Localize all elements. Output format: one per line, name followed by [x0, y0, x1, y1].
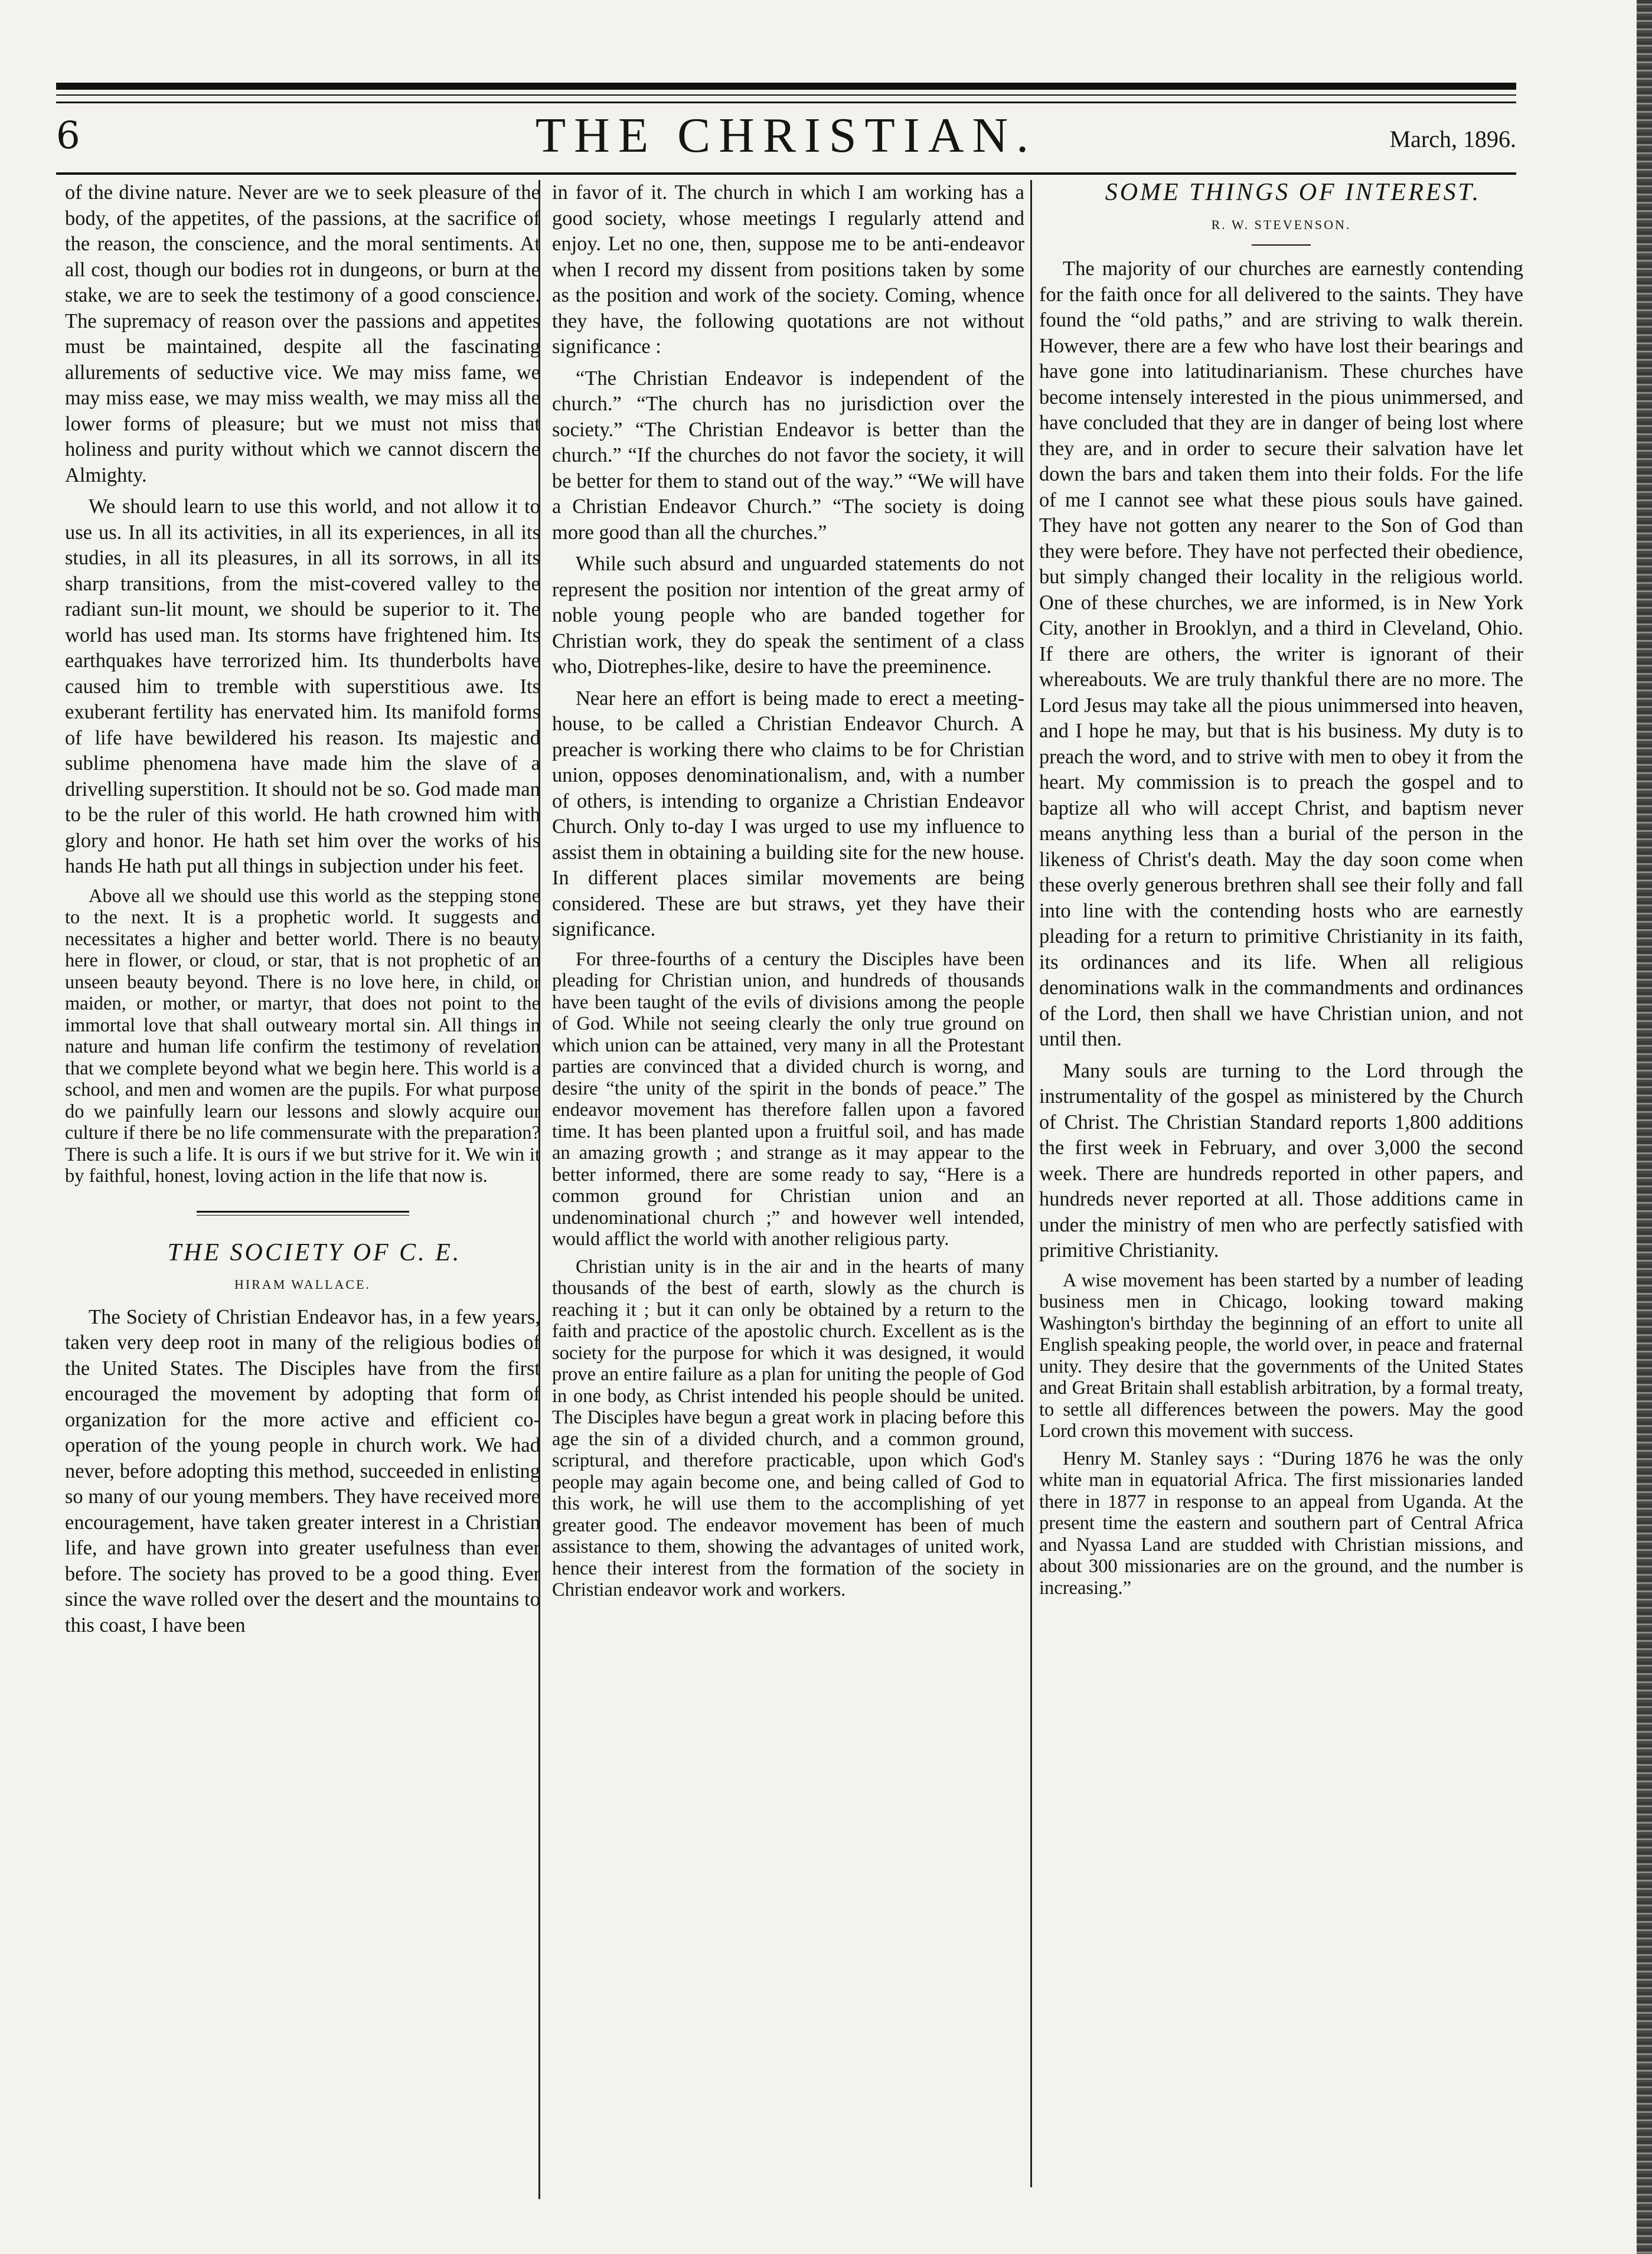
article-byline: HIRAM WALLACE.	[234, 1277, 371, 1292]
masthead	[56, 109, 1516, 171]
article-paragraph: While such absurd and unguarded statements do not represent the position nor intention of the great army of noble young people who are banded together for Christian work, they do speak the sentiment of a class who, Diotrephes-like, desire to have the preeminence.	[552, 553, 1024, 678]
article-byline: R. W. STEVENSON.	[1211, 217, 1351, 232]
article-paragraph: For three-fourths of a century the Disciples have been pleading for Christian union, and hundreds of thousands have been taught of the evils of divisions among the people of God. While not seeing clearly the only true ground on which union can be attained, very many in all the Protestant parties are convinced that a divided church is worng, and desire “the unity of the spirit in the bonds of peace.” The endeavor movement has therefore fallen upon a favored time. It has been planted upon a fruitful soil, and has made an amazing growth ; and strange as it may appear to the better informed, there are some ready to say, “Here is a common ground for Christian union and an undenominational church ;” and however well intended, would afflict the world with another religious party.	[552, 948, 1024, 1250]
column-2	[552, 180, 1024, 1607]
article-paragraph: A wise movement has been started by a number of leading business men in Chicago, looking toward making Washington's birthday the beginning of an effort to unite all English speaking people, the world over, in peace and fraternal unity. They desire that the governments of the United States and Great Britain shall establish arbitration, by a formal treaty, to settle all differences between the powers. May the good Lord crown this movement with success.	[1039, 1269, 1523, 1442]
newspaper-title: THE CHRISTIAN.	[535, 108, 1037, 163]
article-paragraph: Above all we should use this world as the stepping stone to the next. It is a prophetic world. It suggests and necessitates a higher and better world. There is no beauty here in flower, or cloud, or star, that is not prophetic of an unseen beauty beyond. There is no love here, in child, or maiden, or mother, or martyr, that does not point to the immortal love that shall outweary mortal sin. All things in nature and human life confirm the testimony of revelation that we complete beyond what we begin here. This world is a school, and men and women are the pupils. For what purpose do we painfully learn our lessons and slowly acquire our culture if there be no life commensurate with the preparation? There is such a life. It is ours if we but strive for it. We win it by faithful, honest, loving action in the life that now is.	[65, 885, 540, 1187]
masthead-thin-rule	[56, 102, 1516, 103]
article-paragraph: of the divine nature. Never are we to seek pleasure of the body, of the appetites, of the passions, at the sacrifice of the reason, the conscience, and the moral sentiments. At all cost, though our bodies rot in dungeons, or burn at the stake, we are to seek the testimony of a good conscience. The supremacy of reason over the passions and appetites must be maintained, despite all the fascinating allurements of seductive vice. We may miss fame, we may miss ease, we may miss wealth, we may miss all the lower forms of pleasure; but we must not miss that holiness and purity without which we cannot discern the Almighty.	[65, 181, 540, 486]
issue-date: March, 1896.	[1389, 126, 1516, 152]
article-paragraph: in favor of it. The church in which I am working has a good society, whose meetings I regularly attend and enjoy. Let no one, then, suppose me to be anti-endeavor when I record my dissent from positions taken by some as the position and work of the society. Coming, whence they have, the following quotations are not without significance :	[552, 181, 1024, 358]
article-separator	[197, 1211, 409, 1216]
article-heading: SOME THINGS OF INTEREST.	[1105, 179, 1481, 206]
article-paragraph: We should learn to use this world, and not allow it to use us. In all its activities, in all its experiences, in all its studies, in all its pleasures, in all its sorrows, in all its sharp transitions, from the mist-covered valley to the radiant sun-lit mount, we should be superior to it. The world has used man. Its storms have frightened him. Its earthquakes have terrorized him. Its thunderbolts have caused him to tremble with superstitious awe. Its exuberant fertility has enervated him. Its manifold forms of life have bewildered his reason. Its majestic and sublime phenomena have made him the slave of a drivelling superstition. It should not be so. God made man to be the ruler of this world. He hath crowned him with glory and honor. He hath set him over the works of his hands He hath put all things in subjection under his feet.	[65, 495, 540, 877]
scanned-page-edge	[1637, 0, 1652, 2254]
article-paragraph: “The Christian Endeavor is independent of the church.” “The church has no jurisdiction over the society.” “The Christian Endeavor is better than the church.” “If the churches do not favor the society, it will be better for them to stand out of the way.” “We will have a Christian Endeavor Church.” “The society is doing more good than all the churches.”	[552, 367, 1024, 544]
column-divider-2	[1030, 180, 1032, 2187]
article-paragraph: Henry M. Stanley says : “During 1876 he was the only white man in equatorial Africa. The first missionaries landed there in 1877 in response to an appeal from Uganda. At the present time the eastern and southern part of Central Africa and Nyassa Land are studded with Christian missions, and about 300 missionaries are on the ground, and the number is increasing.”	[1039, 1448, 1523, 1599]
page-number: 6	[56, 114, 80, 158]
masthead-bottom-rule	[56, 172, 1516, 175]
article-paragraph: Christian unity is in the air and in the hearts of many thousands of the best of earth, slowly as the church is reaching it ; but it can only be obtained by a return to the faith and practice of the apostolic church. Excellent as is the society for the purpose for which it was designed, it would prove an entire failure as a plan for uniting the people of God in one body, as Christ intended his people should be united. The Disciples have begun a great work in placing before this age the sin of a divided church, and a common ground, scriptural, and therefore practicable, upon which God's people may again become one, and being called of God to this work, he will use them to the accomplishing of yet greater good. The endeavor movement has been of much assistance to them, showing the advantages of united work, hence their interest from the formation of the society in Christian endeavor work and workers.	[552, 1256, 1024, 1600]
article-paragraph: Many souls are turning to the Lord through the instrumentality of the gospel as ministered by the Church of Christ. The Christian Standard reports 1,800 additions the first week in February, and over 3,000 the second week. There are hundreds reported in other papers, and hundreds never reported at all. Those additions came in under the ministry of men who are perfectly satisfied with primitive Christianity.	[1039, 1059, 1523, 1262]
article-paragraph: The majority of our churches are earnestly contending for the faith once for all delivered to the saints. They have found the “old paths,” and are striving to walk therein. However, there are a few who have lost their bearings and have gone into latitudinarianism. These churches have become intensely interested in the pious unimmersed, and have concluded that they are in danger of being lost where they are, and in order to secure their salvation have let down the bars and taken them into their folds. For the life of me I cannot see what these pious souls have gained. They have not gotten any nearer to the Son of God than they were before. They have not perfected their obedience, but simply changed their locality in the religious world. One of these churches, we are informed, is in New York City, another in Brooklyn, and a third in Cleveland, Ohio. If there are others, the writer is ignorant of their whereabouts. We are truly thankful there are no more. The Lord Jesus may take all the pious unimmersed into heaven, and I hope he may, but that is his business. My duty is to preach the word, and to strive with men to obey it from the heart. My commission is to preach the gospel and to baptize all who will accept Christ, and baptism never means anything less than a burial of the person in the likeness of Christ's death. May the day soon come when these overly generous brethren shall see their folly and fall into line with the contending hosts who are earnestly pleading for a return to primitive Christianity in its faith, its ordinances and its life. When all religious denominations walk in the commandments and ordinances of the Lord, then shall we have Christian union, and not until then.	[1039, 257, 1523, 1050]
column-1	[65, 180, 540, 1644]
column-3	[1039, 180, 1523, 1605]
byline-rule	[1252, 244, 1311, 246]
article-heading: THE SOCIETY OF C. E.	[167, 1239, 462, 1266]
article-paragraph: Near here an effort is being made to erect a meeting-house, to be called a Christian Endeavor Church. A preacher is working there who claims to be for Christian union, opposes denominationalism, and, with a number of others, is intending to organize a Christian Endeavor Church. Only to-day I was urged to use my influence to assist them in obtaining a building site for the new house. In different places similar movements are being considered. These are but straws, yet they have their significance.	[552, 687, 1024, 940]
article-paragraph: The Society of Christian Endeavor has, in a few years, taken very deep root in many of the religious bodies of the United States. The Disciples have from the first encouraged the movement by adopting that form of organization for the more active and efficient co-operation of the young people in church work. We had never, before adopting this method, succeeded in enlisting so many of our young members. They have received more encouragement, have taken greater interest in a Christian life, and have grown into greater usefulness than ever before. The society has proved to be a good thing. Ever since the wave rolled over the desert and the mountains to this coast, I have been	[65, 1305, 540, 1636]
masthead-top-rule	[56, 83, 1516, 96]
